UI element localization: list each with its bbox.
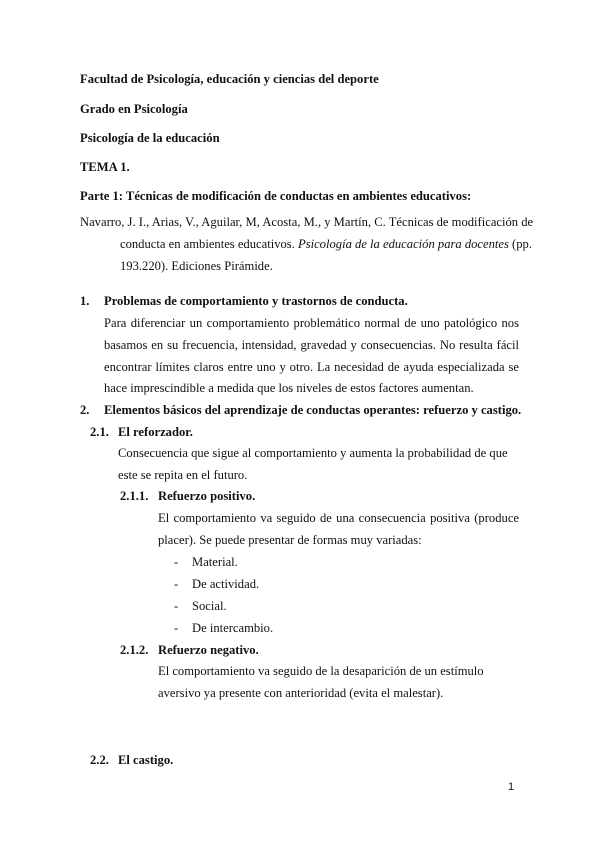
bullet-item: De actividad. (192, 577, 260, 591)
section-1-title: Problemas de comportamiento y trastornos de conducta. (104, 294, 408, 308)
bullet-marker: - (174, 555, 179, 569)
bullet-item: Material. (192, 555, 238, 569)
section-2-1-2-number: 2.1.2. (120, 643, 149, 657)
subject-heading: Psicología de la educación (80, 131, 220, 145)
section-1-body: Para diferenciar un comportamiento problemático normal de uno patológico nos basamos en su frecuencia, intensidad, gravedad y consecuencias. No resulta fácil encontrar límites claros entre uno y otro. La necesidad de ayuda especializada se hace imprescindible a medida que los niveles de estos factores aumentan. (104, 316, 519, 396)
section-2-number: 2. (80, 403, 90, 417)
page-number: 1 (508, 781, 515, 793)
section-2-title: Elementos básicos del aprendizaje de conductas operantes: refuerzo y castigo. (104, 403, 522, 417)
section-2-1-number: 2.1. (90, 425, 109, 439)
faculty-heading: Facultad de Psicología, educación y ciencias del deporte (80, 72, 379, 86)
section-2-1-body: Consecuencia que sigue al comportamiento y aumenta la probabilidad de que este se repita en el futuro. (118, 446, 508, 482)
bullet-marker: - (174, 599, 179, 613)
degree-heading: Grado en Psicología (80, 102, 188, 116)
section-2-2-number: 2.2. (90, 753, 109, 767)
bullet-item: De intercambio. (192, 621, 274, 635)
section-2-1-2-title: Refuerzo negativo. (158, 643, 259, 657)
topic-heading: TEMA 1. (80, 160, 130, 174)
section-2-1-2-body: El comportamiento va seguido de la desaparición de un estímulo aversivo ya presente con anterioridad (evita el malestar). (158, 664, 484, 700)
reference-pages-publisher: (pp. 193.220). Ediciones Pirámide. (120, 236, 532, 273)
section-1-number: 1. (80, 294, 90, 308)
section-2-1-1-body: El comportamiento va seguido de una consecuencia positiva (produce placer). Se puede presentar de formas muy variadas: (158, 511, 519, 547)
reference-book-title: Psicología de la educación para docentes (298, 236, 509, 251)
section-2-1-title: El reforzador. (118, 425, 193, 439)
bibliographic-reference (80, 212, 560, 277)
section-2-1-1-number: 2.1.1. (120, 489, 149, 503)
reference-authors: Navarro, J. I., Arias, V., Aguilar, M, Acosta, M., y Martín, C. Técnicas de modificación de conducta en ambientes educativos. (80, 215, 534, 251)
section-2-2-title: El castigo. (118, 753, 174, 767)
section-2-1-1-title: Refuerzo positivo. (158, 489, 256, 503)
bullet-item: Social. (192, 599, 227, 613)
bullet-marker: - (174, 621, 179, 635)
bullet-marker: - (174, 577, 179, 591)
part-heading: Parte 1: Técnicas de modificación de conductas en ambientes educativos: (80, 189, 472, 203)
